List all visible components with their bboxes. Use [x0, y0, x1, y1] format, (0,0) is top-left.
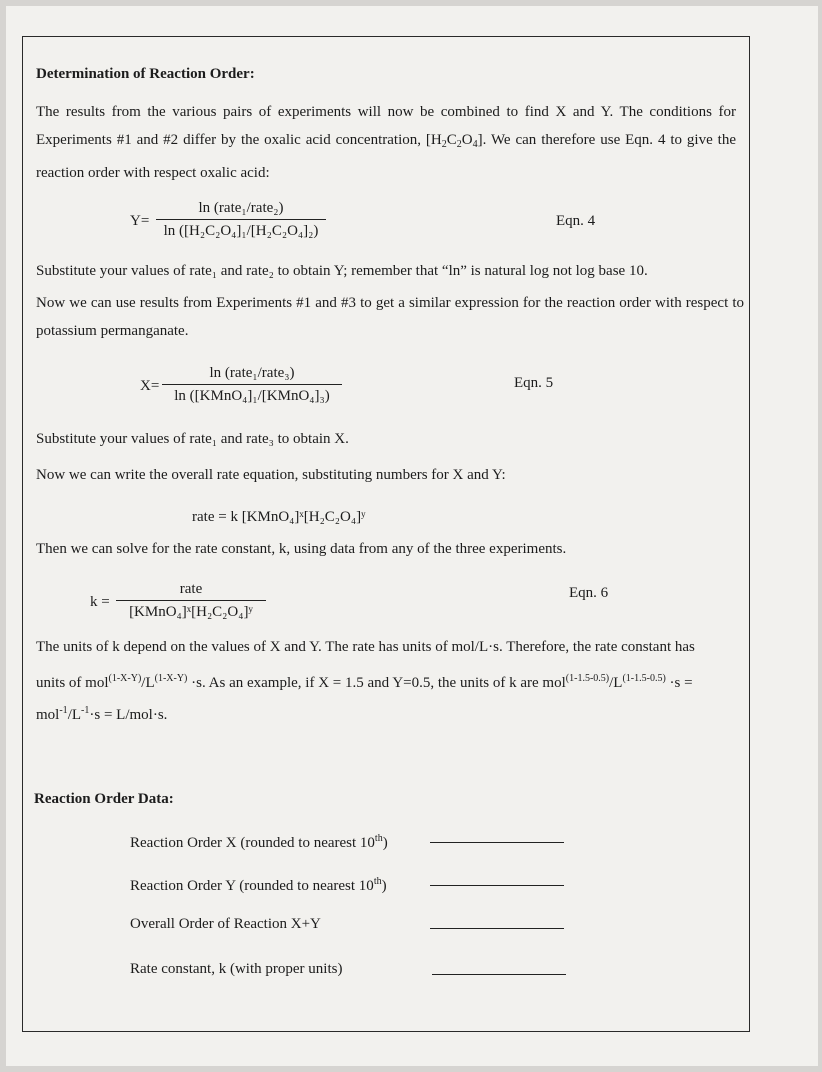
field-label-order-y: Reaction Order Y (rounded to nearest 10th) [130, 876, 387, 894]
eqn5-lhs: X= [140, 378, 160, 394]
fraction-bar [162, 384, 342, 385]
eqn6-fraction [116, 580, 266, 621]
eqn4-label: Eqn. 4 [556, 213, 596, 229]
eqn6-label: Eqn. 6 [569, 585, 609, 601]
overall-rate-text: Now we can write the overall rate equation, substituting numbers for X and Y: [36, 467, 506, 483]
eqn4-lhs: Y= [130, 213, 150, 229]
eqn4-numerator: ln (rate₁/rate₂) [198, 200, 284, 216]
answer-blank-rate-constant[interactable] [432, 974, 566, 975]
eqn5-denominator: ln ([KMnO₄]₁/[KMnO₄]₃) [174, 388, 330, 404]
answer-blank-order-x[interactable] [430, 842, 564, 843]
rate-equation: rate = k [KMnO₄]ˣ[H₂C₂O₄]ʸ [192, 509, 366, 525]
data-heading: Reaction Order Data: [34, 791, 174, 807]
eqn4-denominator: ln ([H₂C₂O₄]₁/[H₂C₂O₄]₂) [163, 223, 319, 239]
eqn5-fraction [162, 364, 342, 405]
field-label-overall-order: Overall Order of Reaction X+Y [130, 916, 321, 932]
eqn5-numerator: ln (rate₁/rate₃) [209, 365, 295, 381]
section-heading: Determination of Reaction Order: [36, 66, 255, 82]
answer-blank-order-y[interactable] [430, 885, 564, 886]
eqn4-fraction [156, 199, 326, 240]
substitute-x-text: Substitute your values of rate₁ and rate₃ to obtain X. [36, 431, 349, 447]
units-line-1: The units of k depend on the values of X and Y. The rate has units of mol/L·s. Therefore, the rate constant has [36, 639, 695, 655]
field-label-order-x: Reaction Order X (rounded to nearest 10th) [130, 833, 388, 851]
eqn5-label: Eqn. 5 [514, 375, 554, 391]
eqn6-denominator: [KMnO₄]ˣ[H₂C₂O₄]ʸ [129, 604, 253, 620]
units-line-3: $mol^{-1}/L^{-1}\cdot s = L/mol\cdot s$. [36, 705, 168, 723]
rate-constant-text: Then we can solve for the rate constant, k, using data from any of the three experiments. [36, 541, 567, 557]
eqn6-lhs: k = [90, 594, 110, 610]
units-line-2: units of $mol^{(1-X-Y)}/L^{(1-X-Y)} \cdot s$. As an example, if X = 1.5 and Y=0.5, the units of k are $mol^{(1-1.5-0.5)}/L^{(1-1.5-0.5)} \cdot s$ = [36, 673, 693, 691]
eqn6-numerator: rate [179, 581, 203, 597]
fraction-bar [156, 219, 326, 220]
permanganate-paragraph: Now we can use results from Experiments #1 and #3 to get a similar expression for the reaction order with respect to potassium permanganate. [36, 295, 744, 339]
substitute-y-text: Substitute your values of rate₁ and rate₂ to obtain Y; remember that “ln” is natural log not log base 10. [36, 263, 648, 279]
field-label-rate-constant: Rate constant, k (with proper units) [130, 961, 343, 977]
fraction-bar [116, 600, 266, 601]
intro-paragraph: The results from the various pairs of experiments will now be combined to find X and Y. The conditions for Experiments #1 and #2 differ by the oxalic acid concentration, $[H_2C_2O_4]$. We can therefore use Eqn. 4 to give the reaction order with respect oxalic acid: [36, 104, 736, 181]
answer-blank-overall-order[interactable] [430, 928, 564, 929]
worksheet-page [6, 6, 818, 1066]
